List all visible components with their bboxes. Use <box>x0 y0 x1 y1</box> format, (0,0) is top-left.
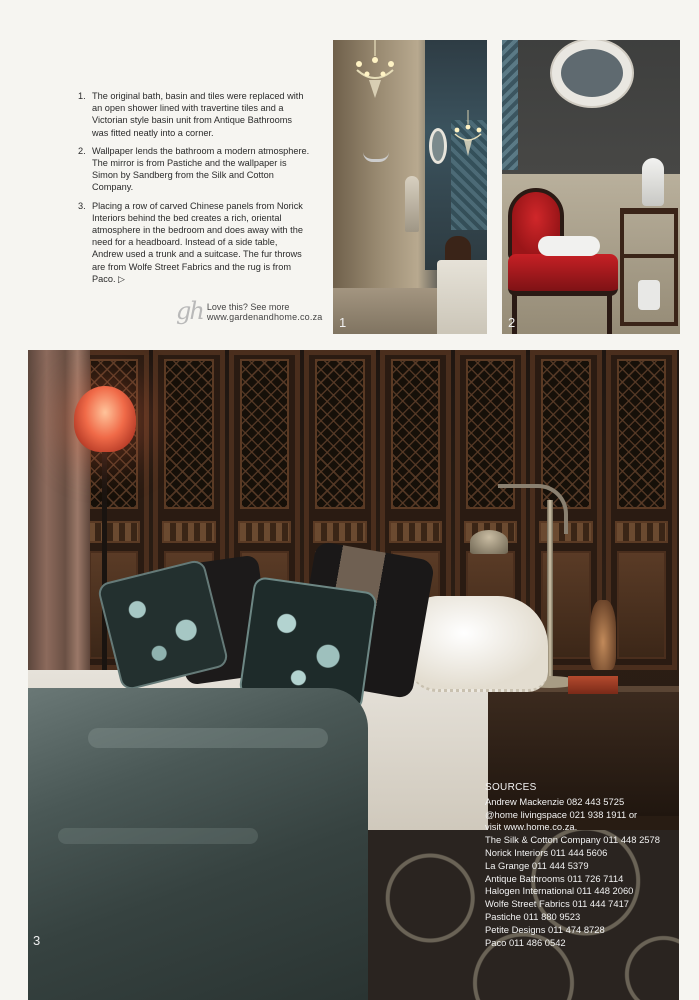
photo-number: 3 <box>33 933 41 948</box>
caption-text: Placing a row of carved Chinese panels from Norick Interiors behind the bed creates a rich, oriental atmosphere in the bedroom and does away with the need for a headboard. Instead of a side table, Andrew used a trunk and a suitcase. The fur throws are from Wolfe Street Fabrics and the rug is from Paco. ▷ <box>92 200 303 284</box>
source-item: Andrew Mackenzie 082 443 5725 <box>485 795 625 807</box>
caption-number: 2. <box>78 145 86 156</box>
source-item: Paco 011 486 0542 <box>485 936 566 948</box>
source-item: @home livingspace 021 938 1911 or visit www.home.co.za. <box>485 808 638 833</box>
caption-number: 3. <box>78 200 86 211</box>
basin-unit <box>437 260 487 334</box>
source-item: Pastiche 011 880 9523 <box>485 910 581 922</box>
caption-number: 1. <box>78 91 86 101</box>
love-this-text: Love this? See more <box>206 302 290 312</box>
photo-mirror-chair <box>502 40 680 334</box>
source-item: Wolfe Street Fabrics 011 444 7417 <box>485 898 630 910</box>
chair-legs <box>512 294 612 334</box>
floor-lamp-pole <box>102 450 107 680</box>
oval-mirror <box>429 128 447 164</box>
source-item: Halogen International 011 448 2060 <box>485 885 634 897</box>
round-mirror <box>552 40 632 106</box>
desk-lamp-head <box>470 530 508 554</box>
photo-number: 2 <box>508 315 516 330</box>
website-link[interactable]: www.gardenandhome.co.za <box>206 312 323 322</box>
chandelier-icon <box>351 40 399 100</box>
shower-head-icon <box>363 152 389 162</box>
statue <box>405 176 419 232</box>
caption-item <box>78 90 310 139</box>
photo-number: 1 <box>339 315 347 330</box>
caption-text: Wallpaper lends the bathroom a modern atmosphere. The mirror is from Pastiche and the wallpaper is Simon by Sandberg from the Silk and Cotton Company. <box>92 145 310 193</box>
source-item: Petite Designs 011 474 8728 <box>485 923 605 935</box>
panel <box>606 350 677 670</box>
photo-captions <box>78 90 310 291</box>
folded-towel <box>538 236 600 256</box>
red-lamp-shade <box>74 386 136 452</box>
source-item: Norick Interiors 011 444 5606 <box>485 846 608 858</box>
source-item: La Grange 011 444 5379 <box>485 859 589 871</box>
fur-throw <box>28 688 368 1000</box>
red-chair-seat <box>508 254 618 296</box>
books <box>568 676 618 694</box>
source-item: The Silk & Cotton Company 011 448 2578 <box>485 834 660 846</box>
gh-logo-icon: gh <box>176 297 203 325</box>
caption-item <box>78 200 310 285</box>
chandelier-reflection-icon <box>451 110 485 160</box>
glass-lantern <box>590 600 616 670</box>
caption-item <box>78 145 310 194</box>
photo-bathroom-shower <box>333 40 487 334</box>
source-item: Antique Bathrooms 011 726 7114 <box>485 872 624 884</box>
bust-statue <box>642 158 664 206</box>
wallpaper-strip <box>502 40 518 170</box>
website-promo[interactable] <box>176 297 323 325</box>
caption-text: The original bath, basin and tiles were replaced with an open shower lined with travertine tiles and a Victorian style basin unit from Antique Bathrooms was fitted neatly into a corner. <box>92 91 304 138</box>
sources-list <box>485 782 685 949</box>
desk-lamp-arm <box>498 484 568 534</box>
sources-heading: SOURCES <box>485 782 537 793</box>
rolled-towel <box>638 280 660 310</box>
white-pillow <box>408 596 548 692</box>
